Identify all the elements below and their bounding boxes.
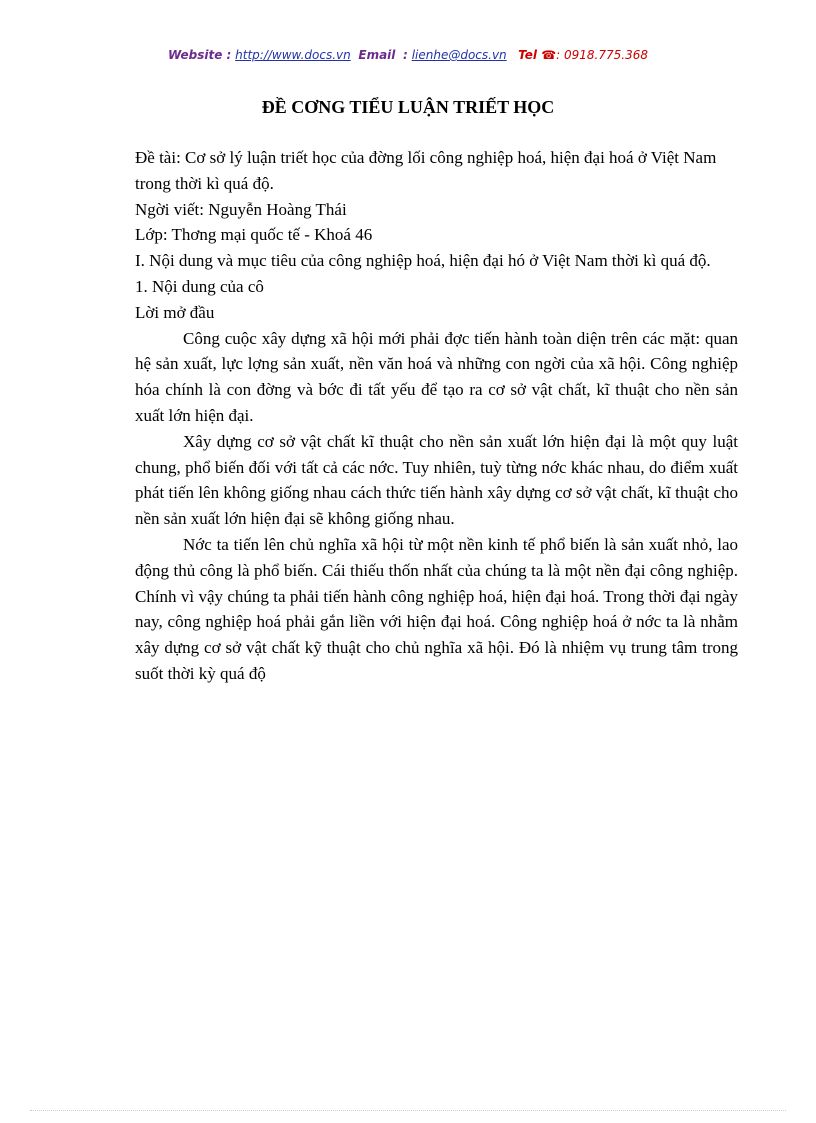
email-separator: : (403, 48, 408, 62)
author-line: Ngời viết: Nguyễn Hoàng Thái (135, 199, 347, 219)
document-body (135, 145, 738, 687)
tel-value: : 0918.775.368 (556, 48, 648, 62)
class-line: Lớp: Thơng mại quốc tế - Khoá 46 (135, 225, 373, 245)
email-link[interactable]: lienhe@docs.vn (411, 48, 507, 62)
tel-label: Tel ☎ (518, 48, 557, 62)
page-header (0, 48, 816, 62)
topic-line: Đề tài: Cơ sở lý luận triết học của đờng lối công nghiệp hoá, hiện đại hoá ở Việt Nam trong thời kì quá độ. (135, 148, 717, 193)
document-title: ĐỀ CƠNG TIỂU LUẬN TRIẾT HỌC (261, 97, 555, 117)
paragraph: Công cuộc xây dựng xã hội mới phải đợc tiến hành toàn diện trên các mặt: quan hệ sản xuất, lực lợng sản xuất, nền văn hoá và những con ngời của xã hội. Công nghiệp hóa chính là con đờng và bớc đi tất yếu để tạo ra cơ sở vật chất, kĩ thuật cho nền sản xuất lớn hiện đại. (135, 328, 738, 425)
subsection-heading: 1. Nội dung của cô (135, 276, 264, 296)
website-link[interactable]: http://www.docs.vn (235, 48, 351, 62)
email-label: Email (358, 48, 396, 62)
intro-heading: Lời mở đầu (135, 302, 215, 322)
paragraph: Xây dựng cơ sở vật chất kĩ thuật cho nền sản xuất lớn hiện đại là một quy luật chung, phổ biến đối với tất cả các nớc. Tuy nhiên, tuỳ từng nớc khác nhau, do điểm xuất phát tiến lên không giống nhau cách thức tiến hành xây dựng cơ sở vật chất, kĩ thuật cho nền sản xuất lớn hiện đại sẽ không giống nhau. (135, 431, 738, 529)
footer-divider (30, 1110, 786, 1111)
paragraph: Nớc ta tiến lên chủ nghĩa xã hội từ một nền kinh tế phổ biến là sản xuất nhỏ, lao động thủ công là phổ biến. Cái thiếu thốn nhất của chúng ta là một nền đại công nghiệp. Chính vì vậy chúng ta phải tiến hành công nghiệp hoá, hiện đại hoá. Trong thời đại ngày nay, công nghiệp hoá phải gắn liền với hiện đại hoá. Công nghiệp hoá ở nớc ta là nhằm xây dựng cơ sở vật chất kỹ thuật cho chủ nghĩa xã hội. Đó là nhiệm vụ trung tâm trong suốt thời kỳ quá độ (135, 534, 738, 683)
section-heading: I. Nội dung và mục tiêu của công nghiệp hoá, hiện đại hó ở Việt Nam thời kì quá độ. (135, 251, 711, 271)
website-label: Website : (168, 48, 232, 62)
